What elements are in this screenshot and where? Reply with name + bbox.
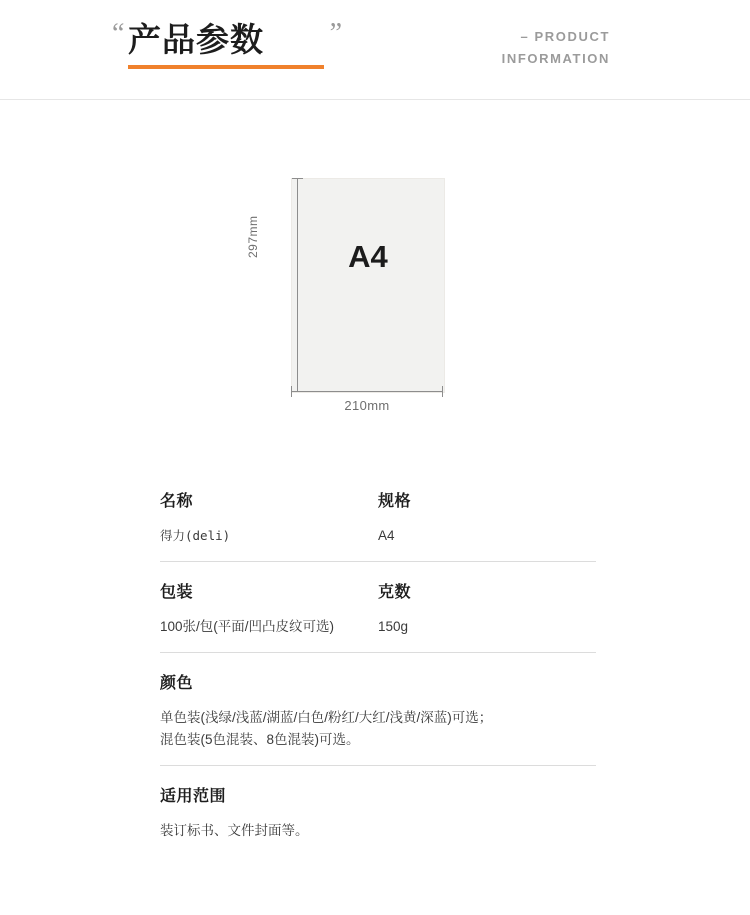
page-header <box>0 0 750 100</box>
spec-value-weight: 150g <box>378 619 409 634</box>
spec-label-color: 颜色 <box>160 675 194 692</box>
spec-cell-name-label <box>160 488 378 525</box>
spec-cell-weight-label <box>378 579 596 616</box>
spec-cell-size-value <box>378 525 596 547</box>
spec-cell-color-value <box>160 707 596 751</box>
spec-value-row <box>160 525 596 547</box>
spec-value-row <box>160 820 596 842</box>
width-dimension-cap-right <box>442 386 443 397</box>
spec-label-row <box>160 783 596 820</box>
spec-value-color <box>160 707 596 751</box>
spec-value-usage: 装订标书、文件封面等。 <box>160 823 309 838</box>
width-dimension-line <box>291 391 443 392</box>
spec-cell-name-value <box>160 525 378 547</box>
spec-cell-weight-value <box>378 616 596 638</box>
paper-sheet-graphic <box>291 178 445 393</box>
spec-value-row <box>160 707 596 751</box>
spec-value-row <box>160 616 596 638</box>
quote-right-icon: ” <box>329 18 342 49</box>
height-dimension-label: 297mm <box>246 215 260 258</box>
spec-label-weight: 克数 <box>378 584 412 601</box>
header-subtitle-line1: – PRODUCT <box>520 29 610 44</box>
title-group <box>112 18 342 69</box>
spec-label-row <box>160 670 596 707</box>
spec-value-color-line2: 混色装(5色混装、8色混装)可选。 <box>160 732 360 747</box>
title-underline <box>128 65 324 69</box>
spec-value-package: 100张/包(平面/凹凸皮纹可选) <box>160 619 335 634</box>
width-dimension-label: 210mm <box>344 398 390 413</box>
spec-cell-color-label <box>160 670 596 707</box>
spec-label-row <box>160 488 596 525</box>
height-dimension-cap-top <box>292 178 303 179</box>
spec-label-row <box>160 579 596 616</box>
spec-label-size: 规格 <box>378 493 412 510</box>
spec-row-usage <box>160 783 596 856</box>
quote-left-icon: “ <box>112 18 125 49</box>
spec-cell-package-label <box>160 579 378 616</box>
spec-label-usage: 适用范围 <box>160 788 227 805</box>
spec-value-size: A4 <box>378 528 395 543</box>
spec-value-color-line1: 单色装(浅绿/浅蓝/湖蓝/白色/粉红/大红/浅黄/深蓝)可选； <box>160 710 493 725</box>
spec-cell-package-value <box>160 616 378 638</box>
spec-label-name: 名称 <box>160 493 194 510</box>
width-dimension-cap-left <box>291 386 292 397</box>
spec-row-package-weight <box>160 579 596 653</box>
spec-value-name: 得力(deli) <box>160 528 231 543</box>
spec-row-name-size <box>160 488 596 562</box>
spec-table <box>160 488 596 873</box>
spec-cell-usage-label <box>160 783 596 820</box>
paper-size-diagram <box>0 100 750 440</box>
spec-cell-usage-value <box>160 820 596 842</box>
header-subtitle <box>502 26 610 70</box>
spec-cell-size-label <box>378 488 596 525</box>
header-subtitle-line2: INFORMATION <box>501 51 610 66</box>
paper-size-label: A4 <box>348 239 388 274</box>
page-title: 产品参数 <box>128 21 264 58</box>
spec-label-package: 包装 <box>160 584 194 601</box>
height-dimension-line <box>297 178 298 391</box>
spec-row-color <box>160 670 596 766</box>
